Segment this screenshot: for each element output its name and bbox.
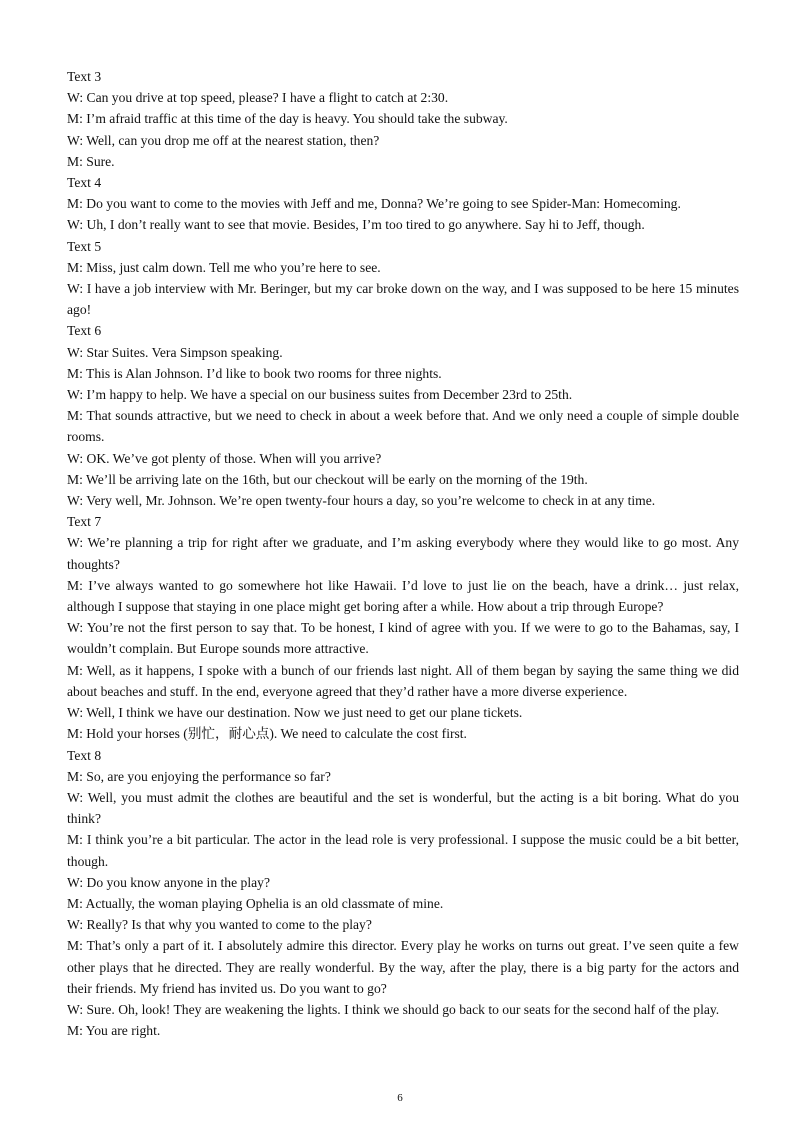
- page-number: 6: [397, 1092, 403, 1104]
- dialogue-line: W: Well, I think we have our destination. Now we just need to get our plane tickets.: [67, 705, 523, 721]
- section-heading: Text 3: [67, 69, 102, 84]
- transcript-body: [67, 66, 739, 1041]
- dialogue-line: W: Star Suites. Vera Simpson speaking.: [67, 344, 283, 360]
- dialogue-line: W: Very well, Mr. Johnson. We’re open twenty-four hours a day, so you’re welcome to check in at any time.: [67, 493, 656, 509]
- dialogue-line: M: This is Alan Johnson. I’d like to book two rooms for three nights.: [67, 365, 442, 381]
- section-heading: Text 7: [67, 514, 102, 530]
- dialogue-line: W: Really? Is that why you wanted to come to the play?: [67, 917, 372, 933]
- section-heading: Text 5: [67, 238, 102, 254]
- dialogue-line: W: Uh, I don’t really want to see that movie. Besides, I’m too tired to go anywhere. Say hi to Jeff, though.: [67, 217, 645, 233]
- dialogue-line: M: Well, as it happens, I spoke with a bunch of our friends last night. All of them began by saying the same thing we did about beaches and stuff. In the end, everyone agreed that they’d rather have a more diverse experience.: [67, 662, 739, 699]
- dialogue-line: M: That’s only a part of it. I absolutely admire this director. Every play he works on turns out great. I’ve seen quite a few other plays that he directed. They are really wonderful. By the way, after the play, there is a big party for the actors and their friends. My friend has invited us. Do you want to go?: [67, 938, 739, 996]
- dialogue-line: W: Can you drive at top speed, please? I have a flight to catch at 2:30.: [67, 90, 449, 106]
- dialogue-line: W: OK. We’ve got plenty of those. When will you arrive?: [67, 450, 382, 466]
- dialogue-line: M: I’ve always wanted to go somewhere hot like Hawaii. I’d love to just lie on the beach, have a drink… just relax, although I suppose that staying in one place might get boring after a while. How about a trip through Europe?: [67, 577, 739, 615]
- dialogue-line: M: You are right.: [67, 1023, 161, 1039]
- dialogue-line: W: We’re planning a trip for right after we graduate, and I’m asking everybody where they would like to go most. Any thoughts?: [67, 535, 739, 572]
- section-heading: Text 8: [67, 747, 102, 763]
- dialogue-line: M: Hold your horses (别忙，耐心点). We need to calculate the cost first.: [67, 726, 467, 742]
- dialogue-line: W: You’re not the first person to say that. To be honest, I kind of agree with you. If we were to go to the Bahamas, say, I wouldn’t complain. But Europe sounds more attractive.: [67, 620, 739, 657]
- dialogue-line: M: Actually, the woman playing Ophelia is an old classmate of mine.: [67, 895, 444, 911]
- dialogue-line: M: Miss, just calm down. Tell me who you’re here to see.: [67, 259, 381, 275]
- dialogue-line: W: I have a job interview with Mr. Beringer, but my car broke down on the way, and I was supposed to be here 15 minutes ago!: [67, 281, 739, 318]
- dialogue-line: M: I think you’re a bit particular. The actor in the lead role is very professional. I suppose the music could be a bit better, though.: [67, 832, 739, 869]
- dialogue-line: W: Do you know anyone in the play?: [67, 874, 270, 890]
- dialogue-line: M: Sure.: [67, 153, 115, 169]
- dialogue-line: M: I’m afraid traffic at this time of the day is heavy. You should take the subway.: [67, 111, 508, 127]
- dialogue-line: W: I’m happy to help. We have a special on our business suites from December 23rd to 25th.: [67, 387, 573, 403]
- dialogue-line: M: Do you want to come to the movies with Jeff and me, Donna? We’re going to see Spider-Man: Homecoming.: [67, 196, 681, 212]
- dialogue-line: W: Sure. Oh, look! They are weakening the lights. I think we should go back to our seats for the second half of the play.: [67, 1001, 720, 1017]
- dialogue-line: M: So, are you enjoying the performance so far?: [67, 768, 331, 784]
- dialogue-line: W: Well, can you drop me off at the nearest station, then?: [67, 132, 380, 148]
- section-heading: Text 4: [67, 175, 102, 191]
- dialogue-line: M: We’ll be arriving late on the 16th, but our checkout will be early on the morning of the 19th.: [67, 471, 588, 487]
- section-heading: Text 6: [67, 323, 102, 339]
- dialogue-line: M: That sounds attractive, but we need to check in about a week before that. And we only need a couple of simple double rooms.: [67, 408, 739, 445]
- dialogue-line: W: Well, you must admit the clothes are beautiful and the set is wonderful, but the acting is a bit boring. What do you think?: [67, 789, 739, 827]
